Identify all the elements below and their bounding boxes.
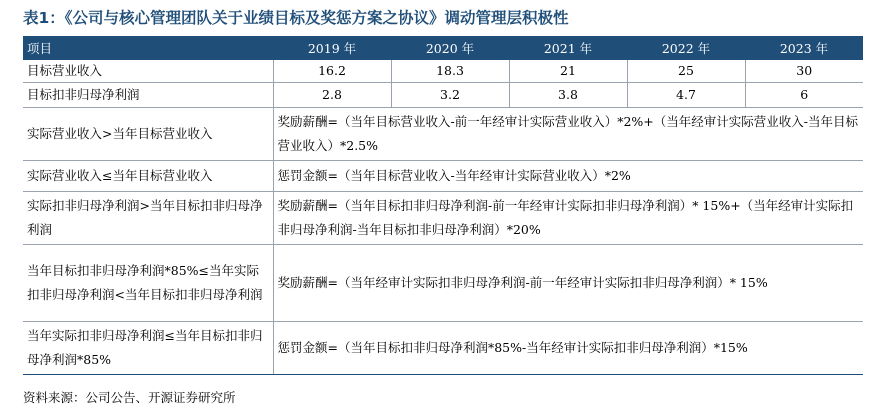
cell-value: 4.7 xyxy=(627,83,745,108)
table-row xyxy=(23,60,863,83)
header-cell-item: 项目 xyxy=(23,36,273,60)
table-title: 表1：《公司与核心管理团队关于业绩目标及奖惩方案之协议》调动管理层积极性 xyxy=(23,9,569,27)
header-cell-2021: 2021 年 xyxy=(509,36,627,60)
row-label: 目标营业收入 xyxy=(23,60,273,83)
cell-value: 2.8 xyxy=(273,83,391,108)
incentive-table xyxy=(23,36,863,375)
formula-cell: 奖励薪酬=（当年目标营业收入-前一年经审计实际营业收入）*2%+（当年经审计实际营业收入-当年目标营业收入）*2.5% xyxy=(273,108,863,161)
cell-value: 6 xyxy=(745,83,863,108)
formula-cell: 奖励薪酬=（当年经审计实际扣非归母净利润-前一年经审计实际扣非归母净利润）* 15% xyxy=(273,245,863,322)
header-cell-2022: 2022 年 xyxy=(627,36,745,60)
header-cell-2023: 2023 年 xyxy=(745,36,863,60)
cell-value: 25 xyxy=(627,60,745,83)
header-row xyxy=(23,36,863,60)
cell-value: 3.8 xyxy=(509,83,627,108)
source-note: 资料来源：公司公告、开源证券研究所 xyxy=(23,390,236,405)
condition-cell: 实际营业收入>当年目标营业收入 xyxy=(23,108,273,161)
header-cell-2020: 2020 年 xyxy=(391,36,509,60)
cell-value: 16.2 xyxy=(273,60,391,83)
formula-cell: 奖励薪酬=（当年目标扣非归母净利润-前一年经审计实际扣非归母净利润）* 15%+（当年经审计实际扣非归母净利润-当年目标扣非归母净利润）*20% xyxy=(273,192,863,245)
condition-cell: 当年目标扣非归母净利润*85%≤当年实际扣非归母净利润<当年目标扣非归母净利润 xyxy=(23,245,273,322)
table-row xyxy=(23,161,863,192)
table-row xyxy=(23,192,863,245)
condition-cell: 当年实际扣非归母净利润≤当年目标扣非归母净利润*85% xyxy=(23,322,273,375)
table-row xyxy=(23,83,863,108)
row-label: 目标扣非归母净利润 xyxy=(23,83,273,108)
header-cell-2019: 2019 年 xyxy=(273,36,391,60)
formula-cell: 惩罚金额=（当年目标营业收入-当年经审计实际营业收入）*2% xyxy=(273,161,863,192)
formula-cell: 惩罚金额=（当年目标扣非归母净利润*85%-当年经审计实际扣非归母净利润）*15% xyxy=(273,322,863,375)
cell-value: 18.3 xyxy=(391,60,509,83)
cell-value: 21 xyxy=(509,60,627,83)
condition-cell: 实际营业收入≤当年目标营业收入 xyxy=(23,161,273,192)
cell-value: 3.2 xyxy=(391,83,509,108)
cell-value: 30 xyxy=(745,60,863,83)
table-row xyxy=(23,108,863,161)
table-row xyxy=(23,322,863,375)
table-row xyxy=(23,245,863,322)
condition-cell: 实际扣非归母净利润>当年目标扣非归母净利润 xyxy=(23,192,273,245)
